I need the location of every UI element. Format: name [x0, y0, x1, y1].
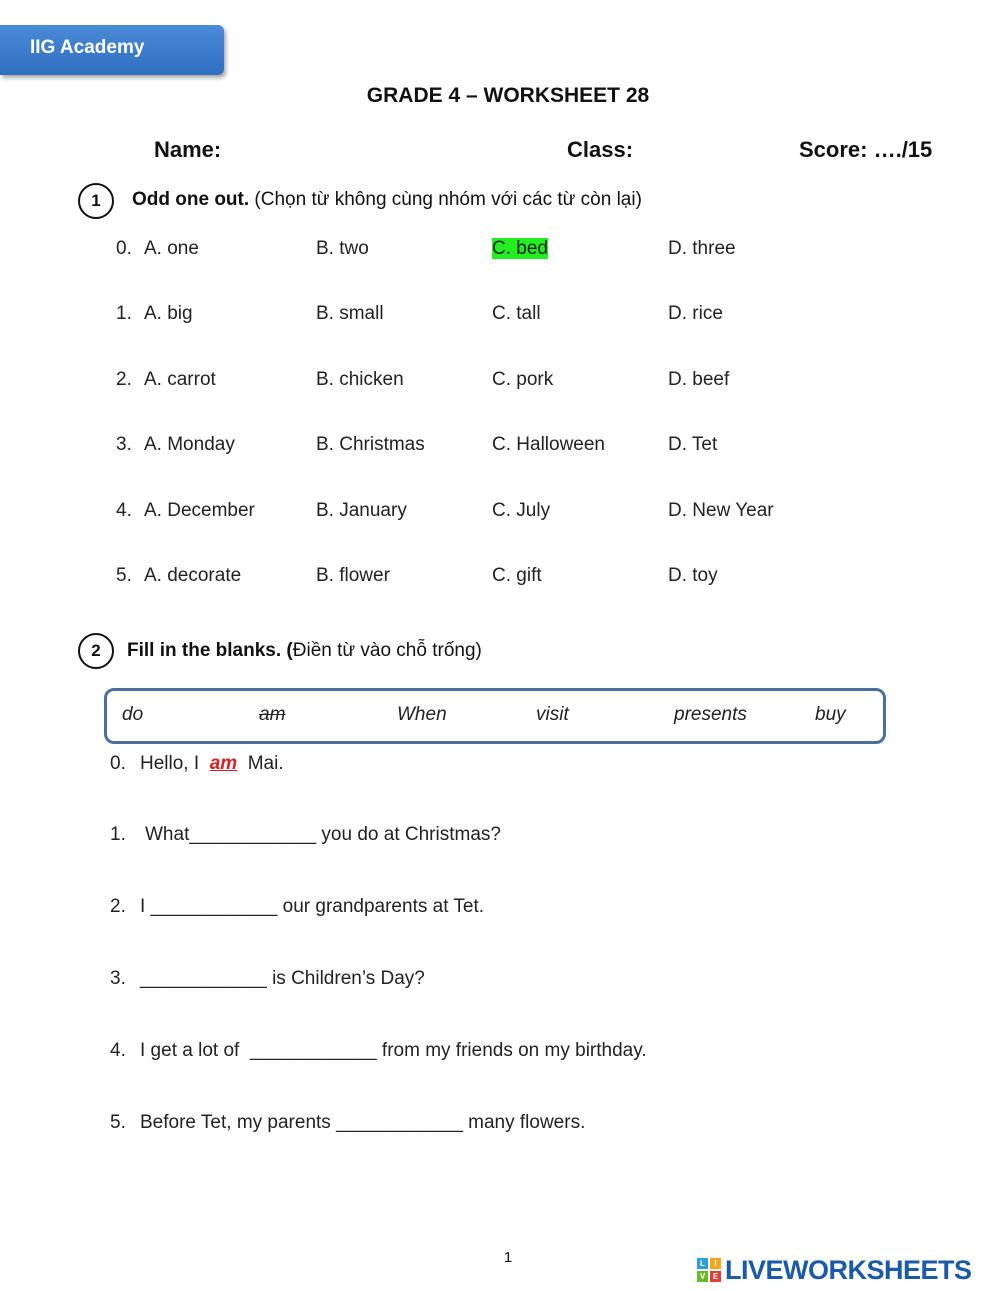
- fill-3-number: 3.: [110, 968, 126, 989]
- fill-0-after: Mai.: [242, 753, 284, 774]
- q2-option-a: A. carrot: [144, 369, 216, 390]
- q3-option-d: D. Tet: [668, 434, 718, 455]
- q1-option-a: A. big: [144, 303, 193, 324]
- word-bank-do: do: [122, 704, 144, 725]
- q2-option-b: B. chicken: [316, 369, 404, 390]
- logo-blocks-icon: [697, 1258, 721, 1282]
- q4-option-c: C. July: [492, 500, 551, 521]
- worksheet-title: GRADE 4 – WORKSHEET 28: [366, 84, 650, 107]
- word-bank-buy: buy: [815, 704, 846, 725]
- q5-option-d: D. toy: [668, 565, 718, 586]
- q4-number: 4.: [116, 500, 132, 521]
- q5-option-b: B. flower: [316, 565, 390, 586]
- q4-option-a: A. December: [144, 500, 255, 521]
- q2-option-c: C. pork: [492, 369, 554, 390]
- q0-option-d: D. three: [668, 238, 736, 259]
- section-1-title-rest: (Chọn từ không cùng nhóm với các từ còn lại): [249, 189, 642, 210]
- word-bank-when: When: [397, 704, 447, 725]
- fill-0-answer: am: [209, 753, 238, 774]
- q4-option-b: B. January: [316, 500, 407, 521]
- fill-3-sentence: ____________ is Children’s Day?: [140, 968, 425, 989]
- fill-5-sentence: Before Tet, my parents ____________ many flowers.: [140, 1112, 586, 1133]
- fill-4-number: 4.: [110, 1040, 126, 1061]
- logo-block-v: V: [697, 1271, 708, 1282]
- fill-0-sentence: [140, 753, 284, 775]
- section-1-title: [132, 189, 642, 211]
- score-label: Score: …./15: [799, 137, 933, 162]
- word-bank-presents: presents: [674, 704, 747, 725]
- name-label: Name:: [154, 137, 222, 162]
- brand-tab: [0, 25, 224, 75]
- q3-number: 3.: [116, 434, 132, 455]
- q0-option-b: B. two: [316, 238, 369, 259]
- q3-option-c: C. Halloween: [492, 434, 605, 455]
- fill-4-sentence: I get a lot of ____________ from my friends on my birthday.: [140, 1040, 647, 1061]
- logo-block-e: E: [710, 1271, 721, 1282]
- section-1-title-bold: Odd one out.: [132, 189, 250, 210]
- brand-label: IIG Academy: [30, 37, 145, 58]
- q0-option-a: A. one: [144, 238, 199, 259]
- fill-0-before: Hello, I: [140, 753, 205, 774]
- fill-1-number: 1.: [110, 824, 126, 845]
- q4-option-d: D. New Year: [668, 500, 774, 521]
- q2-option-d: D. beef: [668, 369, 730, 390]
- q0-number: 0.: [116, 238, 132, 259]
- word-bank-box: [104, 688, 886, 744]
- logo-text: LIVEWORKSHEETS: [725, 1254, 972, 1285]
- section-2-title-rest: Điền từ vào chỗ trống): [292, 640, 482, 661]
- q3-option-a: A. Monday: [144, 434, 235, 455]
- section-2-title: [127, 640, 482, 662]
- q5-option-c: C. gift: [492, 565, 542, 586]
- class-label: Class:: [567, 137, 634, 162]
- liveworksheets-logo: [697, 1254, 972, 1286]
- q1-option-b: B. small: [316, 303, 384, 324]
- q3-option-b: B. Christmas: [316, 434, 425, 455]
- fill-0-number: 0.: [110, 753, 126, 774]
- q0-option-c-highlighted: C. bed: [492, 238, 548, 259]
- q2-number: 2.: [116, 369, 132, 390]
- q1-number: 1.: [116, 303, 132, 324]
- section-2-number: 2: [78, 633, 114, 669]
- q5-option-a: A. decorate: [144, 565, 242, 586]
- page-number: 1: [503, 1249, 513, 1266]
- q0-option-c: [492, 238, 548, 260]
- fill-5-number: 5.: [110, 1112, 126, 1133]
- q1-option-c: C. tall: [492, 303, 541, 324]
- fill-1-sentence: What____________ you do at Christmas?: [145, 824, 501, 845]
- fill-2-number: 2.: [110, 896, 126, 917]
- section-1-number: 1: [78, 183, 114, 219]
- logo-block-l: L: [697, 1258, 708, 1269]
- q5-number: 5.: [116, 565, 132, 586]
- word-bank-am-struck: am: [259, 704, 286, 725]
- section-2-title-bold: Fill in the blanks. (: [127, 640, 293, 661]
- logo-block-i: I: [710, 1258, 721, 1269]
- q1-option-d: D. rice: [668, 303, 723, 324]
- fill-2-sentence: I ____________ our grandparents at Tet.: [140, 896, 485, 917]
- word-bank-visit: visit: [536, 704, 569, 725]
